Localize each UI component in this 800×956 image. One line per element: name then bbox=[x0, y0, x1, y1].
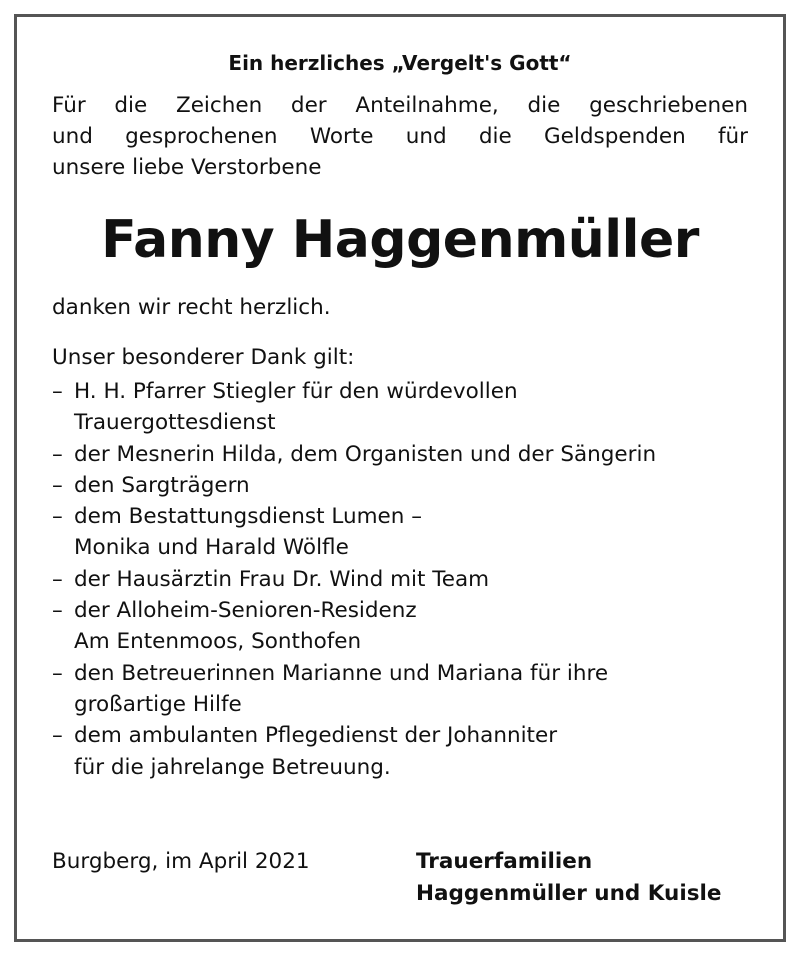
list-item-line-1: H. H. Pfarrer Stiegler für den würdevollen bbox=[74, 379, 518, 404]
list-item-line-1: den Betreuerinnen Marianne und Mariana für ihre bbox=[74, 660, 609, 686]
list-item bbox=[52, 595, 656, 658]
intro-line-2: und gesprochenen Worte und die Geldspenden für bbox=[52, 124, 748, 149]
list-item bbox=[52, 439, 656, 470]
signature-line-1: Trauerfamilien bbox=[416, 849, 593, 874]
list-dash: – bbox=[52, 441, 63, 467]
list-item-line-1: der Hausärztin Frau Dr. Wind mit Team bbox=[74, 566, 490, 592]
list-item-line-1: der Mesnerin Hilda, dem Organisten und der Sängerin bbox=[74, 441, 657, 467]
notice-heading: Ein herzliches „Vergelt's Gott“ bbox=[228, 51, 572, 75]
intro-paragraph bbox=[52, 90, 748, 183]
list-item bbox=[52, 470, 656, 501]
list-dash: – bbox=[52, 566, 63, 592]
list-item bbox=[52, 376, 656, 439]
deceased-name: Fanny Haggenmüller bbox=[101, 210, 699, 270]
list-item-line-1: den Sargträgern bbox=[74, 472, 250, 498]
list-item-line-2: Trauergottesdienst bbox=[74, 410, 276, 436]
list-dash: – bbox=[52, 660, 63, 686]
list-item-line-2: großartige Hilfe bbox=[74, 691, 242, 717]
place-date: Burgberg, im April 2021 bbox=[52, 849, 310, 874]
list-item-line-2: Monika und Harald Wölfle bbox=[74, 535, 349, 561]
thanks-list bbox=[52, 376, 656, 783]
list-item bbox=[52, 658, 656, 721]
list-item bbox=[52, 564, 656, 595]
list-intro: Unser besonderer Dank gilt: bbox=[52, 345, 355, 370]
list-item-line-2: für die jahrelange Betreuung. bbox=[74, 754, 391, 780]
list-item bbox=[52, 501, 656, 564]
list-item-line-1: dem ambulanten Pflegedienst der Johanniter bbox=[74, 723, 558, 749]
thanks-text: danken wir recht herzlich. bbox=[52, 295, 331, 320]
list-dash: – bbox=[52, 379, 63, 404]
list-dash: – bbox=[52, 723, 63, 749]
intro-line-3: unsere liebe Verstorbene bbox=[52, 155, 322, 180]
list-dash: – bbox=[52, 598, 63, 624]
intro-line-1: Für die Zeichen der Anteilnahme, die geschriebenen bbox=[52, 93, 748, 118]
list-dash: – bbox=[52, 504, 63, 530]
list-item-line-1: der Alloheim-Senioren-Residenz bbox=[74, 598, 417, 624]
list-item bbox=[52, 720, 656, 783]
list-item-line-2: Am Entenmoos, Sonthofen bbox=[74, 629, 362, 655]
signature bbox=[416, 846, 721, 910]
signature-line-2: Haggenmüller und Kuisle bbox=[416, 881, 722, 906]
list-item-line-1: dem Bestattungsdienst Lumen – bbox=[74, 504, 422, 530]
list-dash: – bbox=[52, 472, 63, 498]
